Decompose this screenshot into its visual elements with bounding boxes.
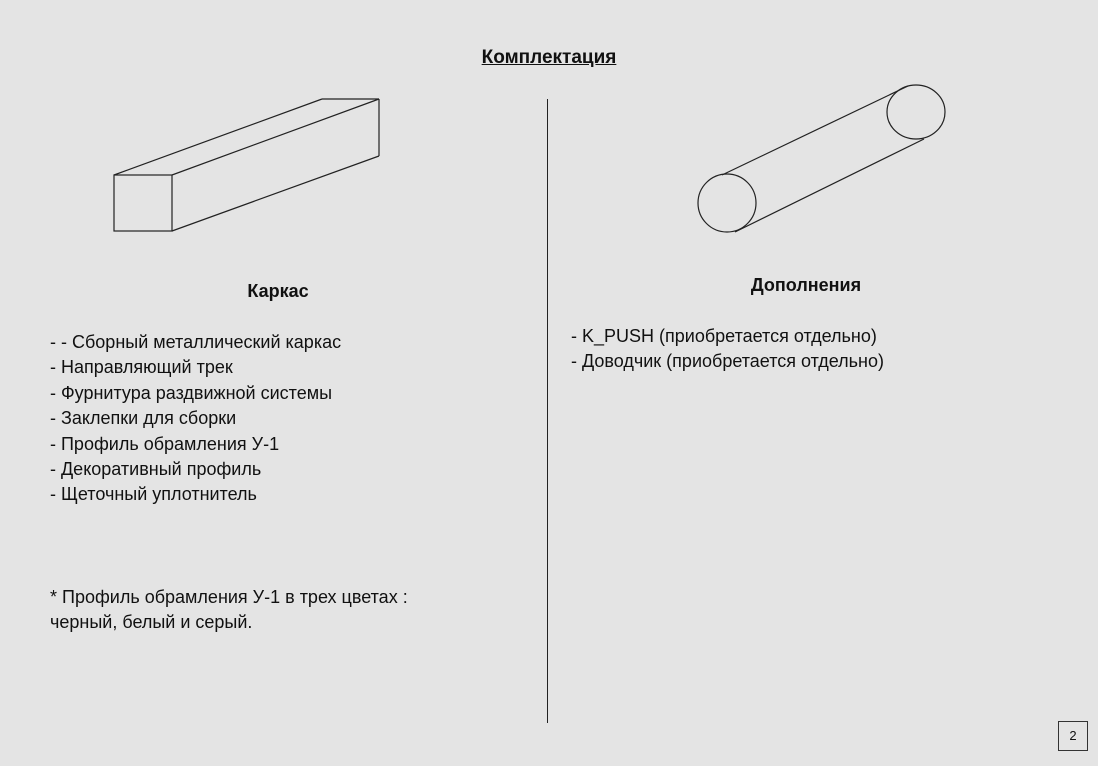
list-item: - Доводчик (приобретается отдельно) (571, 351, 884, 372)
list-item: - Фурнитура раздвижной системы (50, 382, 333, 403)
page-title: Комплектация (481, 47, 617, 68)
color-note (50, 585, 470, 635)
note-line: черный, белый и серый. (50, 612, 253, 632)
list-item: - Направляющий трек (50, 357, 233, 378)
list-item: - Заклепки для сборки (50, 408, 237, 429)
list-item: - K_PUSH (приобретается отдельно) (571, 326, 877, 346)
column-divider (547, 99, 548, 723)
right-column-heading: Дополнения (750, 275, 862, 295)
note-line: * Профиль обрамления У-1 в трех цветах : (50, 587, 408, 607)
list-item: - - Сборный металлический каркас (50, 332, 342, 352)
extras-list (571, 324, 884, 375)
frame-items-list (50, 330, 341, 508)
list-item: - Щеточный уплотнитель (50, 484, 257, 505)
list-item: - Профиль обрамления У-1 (50, 433, 280, 454)
page-number: 2 (1058, 721, 1088, 751)
list-item: - Декоративный профиль (50, 459, 262, 480)
rectangular-bar-icon (110, 96, 385, 236)
left-column-heading: Каркас (247, 281, 309, 301)
cylinder-icon (694, 82, 954, 237)
